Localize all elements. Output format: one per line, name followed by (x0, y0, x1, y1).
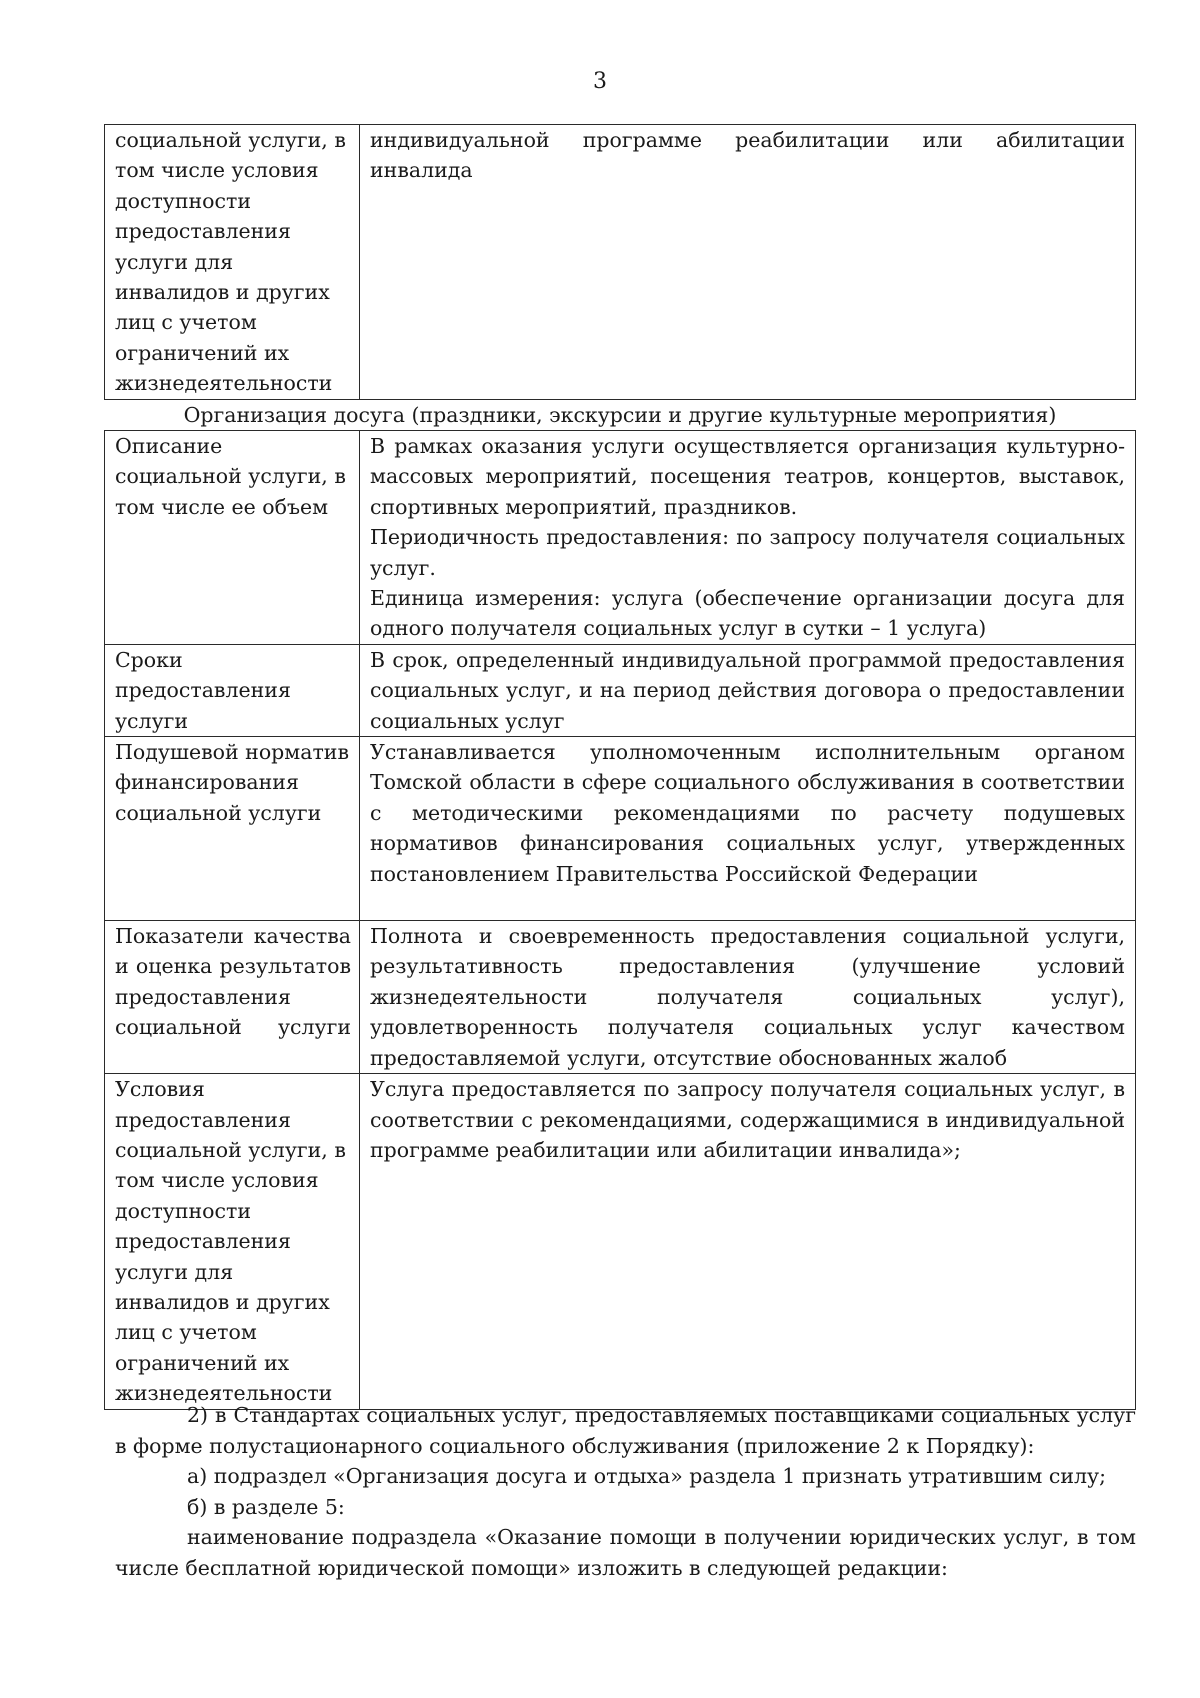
content-paragraph: Услуга предоставляется по запросу получателя социальных услуг, в соответствии с рекомендациями, содержащимися в индивидуальной программе реабилитации или абилитации инвалида»; (370, 1077, 1125, 1162)
leisure-service-standard-table (104, 430, 1136, 1410)
row-content (360, 737, 1136, 921)
content-paragraph: Единица измерения: услуга (обеспечение организации досуга для одного получателя социальных услуг в сутки – 1 услуга) (370, 586, 1125, 641)
paragraph: а) подраздел «Организация досуга и отдыха» раздела 1 признать утратившим силу; (187, 1464, 1107, 1489)
content-paragraph: Устанавливается уполномоченным исполнительным органом Томской области в сфере социального обслуживания в соответствии с методическими рекомендациями по расчету подушевых нормативов финансирования социальных услуг, утвержденных постановлением Правительства Российской Федерации (370, 740, 1125, 886)
row-label: Описание социальной услуги, в том числе ее объем (105, 431, 360, 645)
paragraph: б) в разделе 5: (187, 1494, 345, 1519)
content-paragraph: Периодичность предоставления: по запросу получателя социальных услуг. (370, 525, 1125, 580)
table-row (105, 644, 1136, 736)
row-label: социальной услуги, в том числе условия доступности предоставления услуги для инвалидов и других лиц с учетом ограничений их жизнедеятельности (105, 125, 360, 400)
table-row (105, 1074, 1136, 1409)
page-number: 3 (593, 69, 607, 94)
row-label: Условия предоставления социальной услуги, в том числе условия доступности предоставления услуги для инвалидов и других лиц с учетом ограничений их жизнедеятельности (105, 1074, 360, 1409)
row-content (360, 1074, 1136, 1409)
content-paragraph: Полнота и своевременность предоставления социальной услуги, результативность предоставления (улучшение условий жизнедеятельности получателя социальных услуг), удовлетворенность получателя социальных услуг качеством предоставляемой услуги, отсутствие обоснованных жалоб (370, 924, 1125, 1070)
content-paragraph: индивидуальной программе реабилитации или абилитации инвалида (370, 128, 1125, 183)
amendment-text (115, 1400, 1136, 1584)
service-standard-table-continued (104, 124, 1136, 400)
section-caption: Организация досуга (праздники, экскурсии и другие культурные мероприятия) (183, 403, 1057, 427)
row-content (360, 125, 1136, 400)
row-label: Подушевой норматив финансирования социальной услуги (105, 737, 360, 921)
table-row (105, 737, 1136, 921)
row-content (360, 921, 1136, 1074)
table-row (105, 921, 1136, 1074)
paragraph: наименование подраздела «Оказание помощи в получении юридических услуг, в том числе бесплатной юридической помощи» изложить в следующей редакции: (115, 1525, 1136, 1580)
row-label: Сроки предоставления услуги (105, 644, 360, 736)
table-row (105, 431, 1136, 645)
content-paragraph: В рамках оказания услуги осуществляется организация культурно-массовых мероприятий, посещения театров, концертов, выставок, спортивных мероприятий, праздников. (370, 434, 1125, 519)
table-row (105, 125, 1136, 400)
paragraph: 2) в Стандартах социальных услуг, предоставляемых поставщиками социальных услуг в форме полустационарного социального обслуживания (приложение 2 к Порядку): (115, 1403, 1136, 1458)
content-paragraph: В срок, определенный индивидуальной программой предоставления социальных услуг, и на период действия договора о предоставлении социальных услуг (370, 647, 1125, 733)
row-content (360, 644, 1136, 736)
row-label: Показатели качества и оценка результатов предоставления социальной услуги (105, 921, 360, 1074)
row-content (360, 431, 1136, 645)
